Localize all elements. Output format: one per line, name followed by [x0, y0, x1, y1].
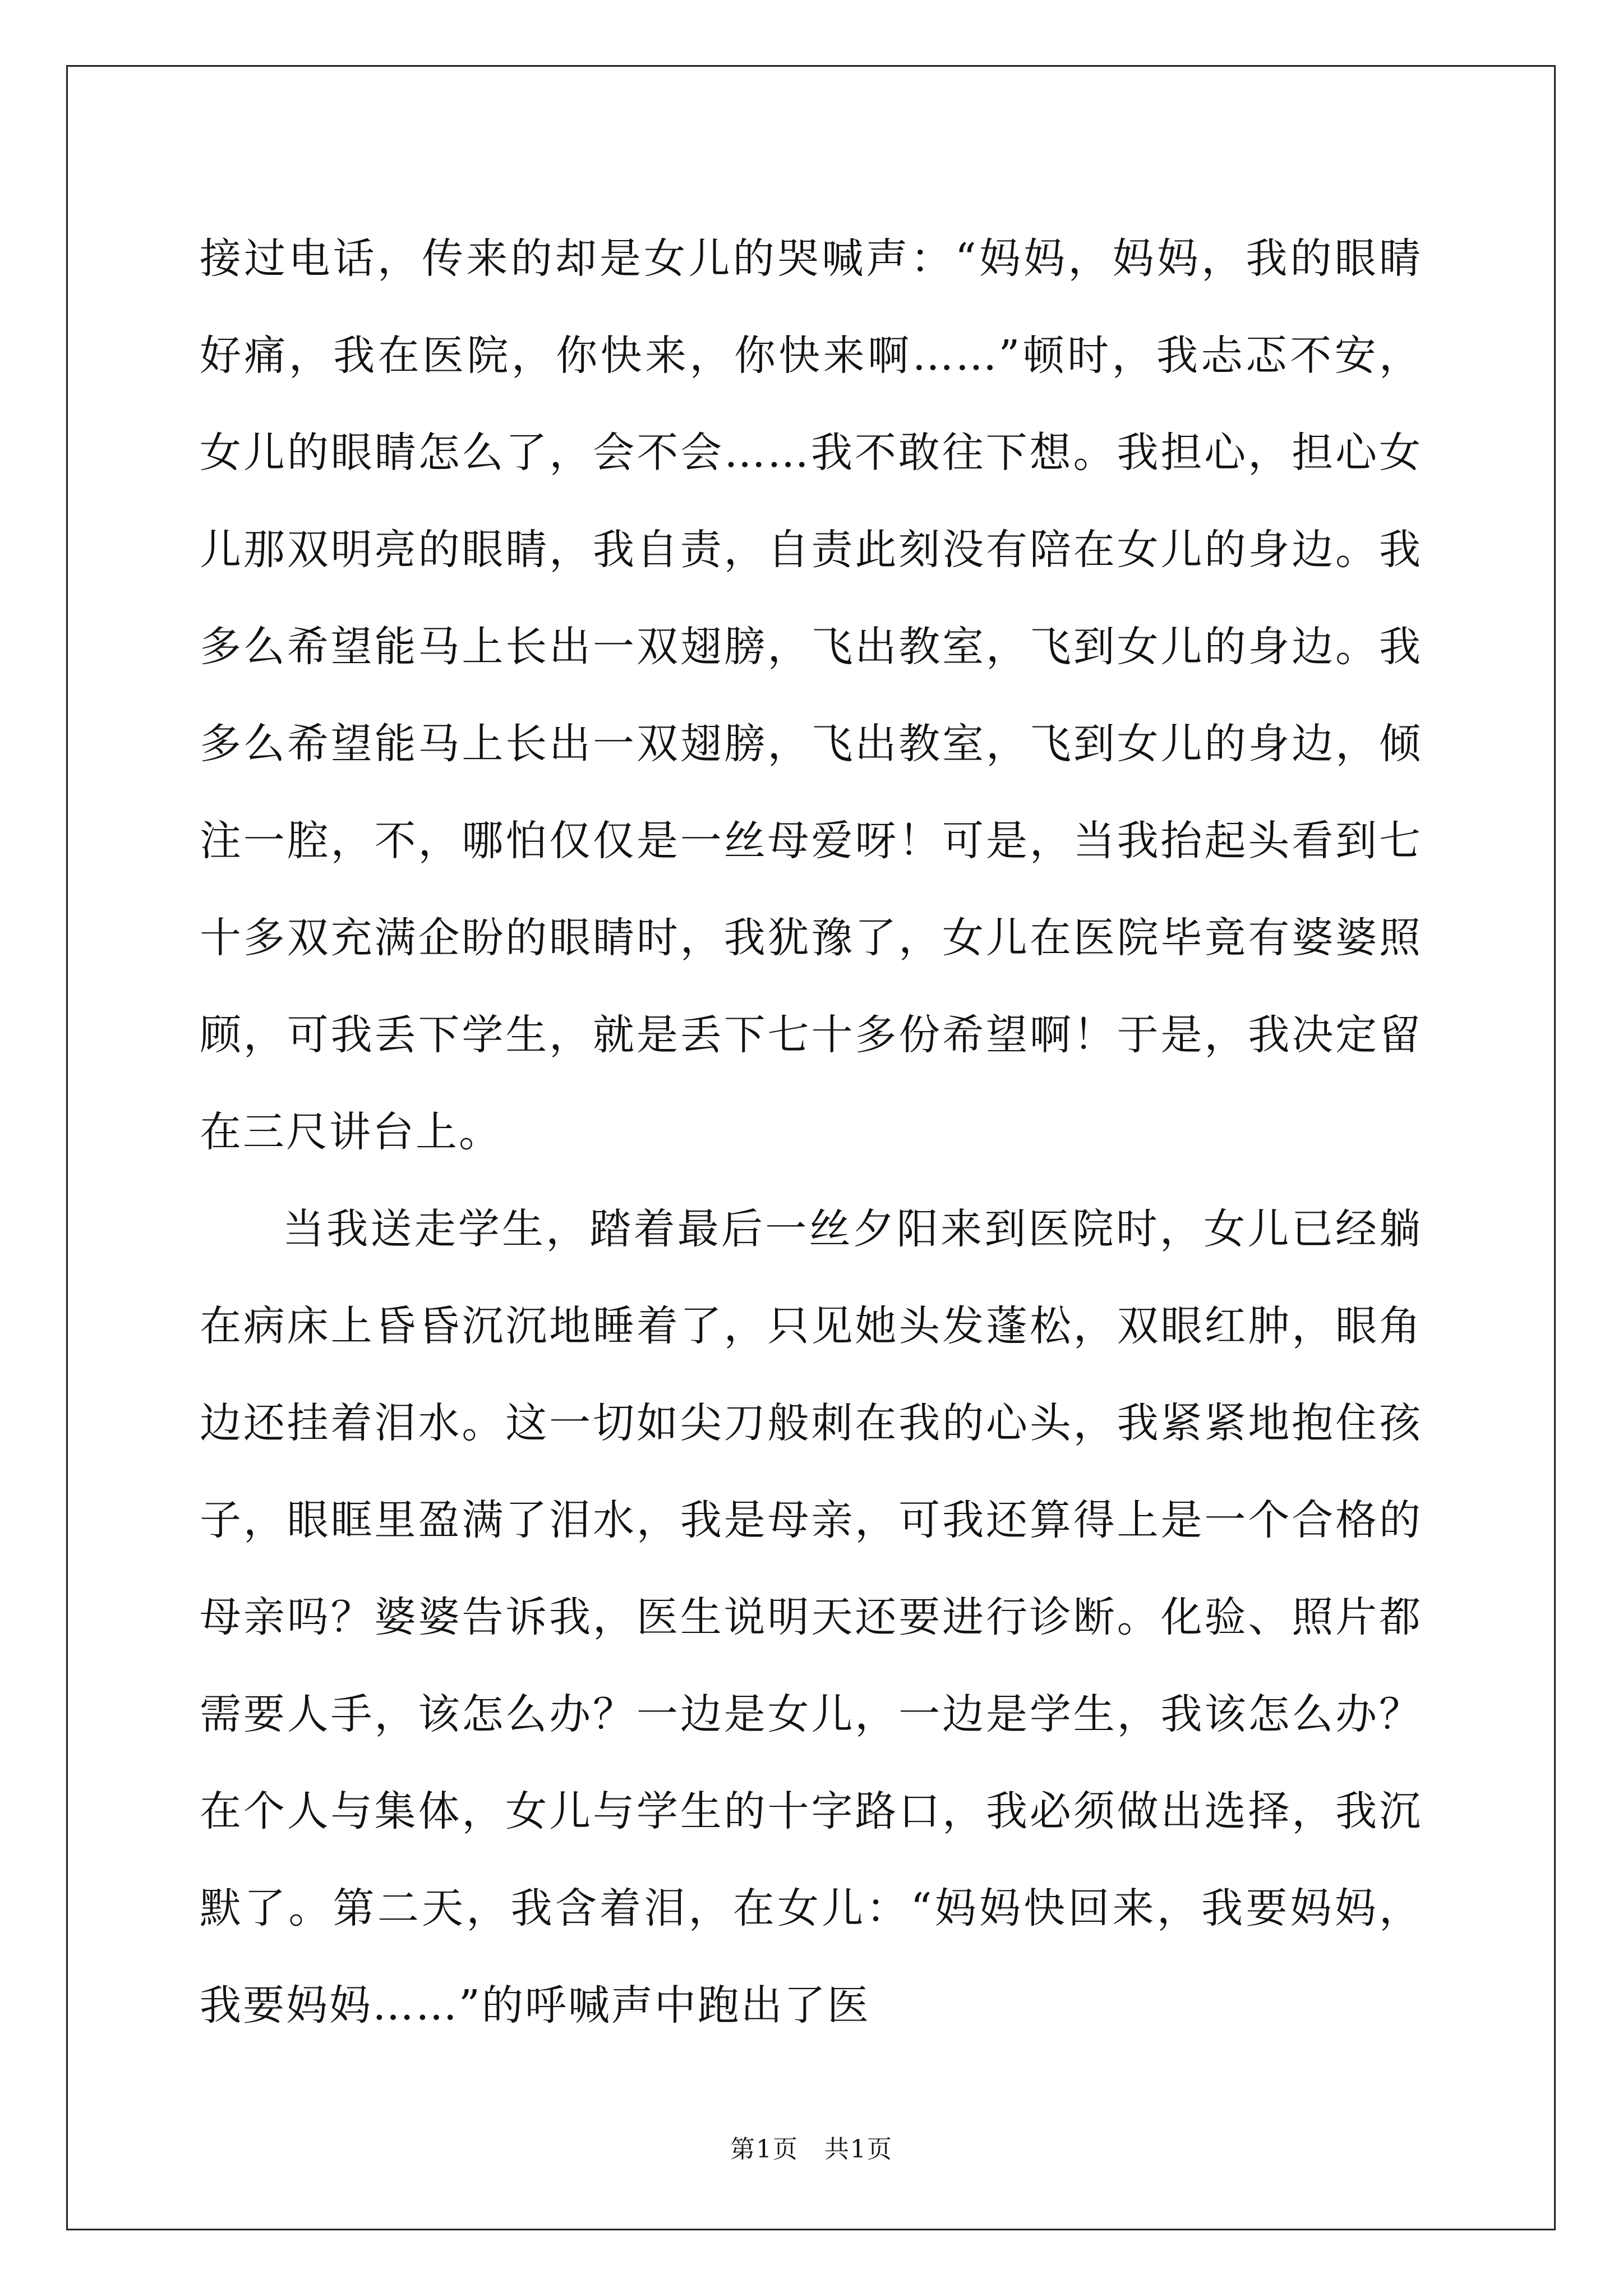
document-body: [200, 210, 1422, 2054]
paragraph-1: 接过电话，传来的却是女儿的哭喊声：“妈妈，妈妈，我的眼睛好痛，我在医院，你快来，你快来啊……”顿时，我忐忑不安，女儿的眼睛怎么了，会不会……我不敢往下想。我担心，担心女儿那双明亮的眼睛，我自责，自责此刻没有陪在女儿的身边。我多么希望能马上长出一双翅膀，飞出教室，飞到女儿的身边。我多么希望能马上长出一双翅膀，飞出教室，飞到女儿的身边，倾注一腔，不，哪怕仅仅是一丝母爱呀！可是，当我抬起头看到七十多双充满企盼的眼睛时，我犹豫了，女儿在医院毕竟有婆婆照顾，可我丢下学生，就是丢下七十多份希望啊！于是，我决定留在三尺讲台上。: [200, 234, 1422, 1156]
paragraph-2: 当我送走学生，踏着最后一丝夕阳来到医院时，女儿已经躺在病床上昏昏沉沉地睡着了，只见她头发蓬松，双眼红肿，眼角边还挂着泪水。这一切如尖刀般刺在我的心头，我紧紧地抱住孩子，眼眶里盈满了泪水，我是母亲，可我还算得上是一个合格的母亲吗？婆婆告诉我，医生说明天还要进行诊断。化验、照片都需要人手，该怎么办？一边是女儿，一边是学生，我该怎么办？在个人与集体，女儿与学生的十字路口，我必须做出选择，我沉默了。第二天，我含着泪，在女儿：“妈妈快回来，我要妈妈，我要妈妈……”的呼喊声中跑出了医: [200, 1205, 1422, 2030]
page-footer: 第1页 共1页: [730, 2135, 893, 2164]
